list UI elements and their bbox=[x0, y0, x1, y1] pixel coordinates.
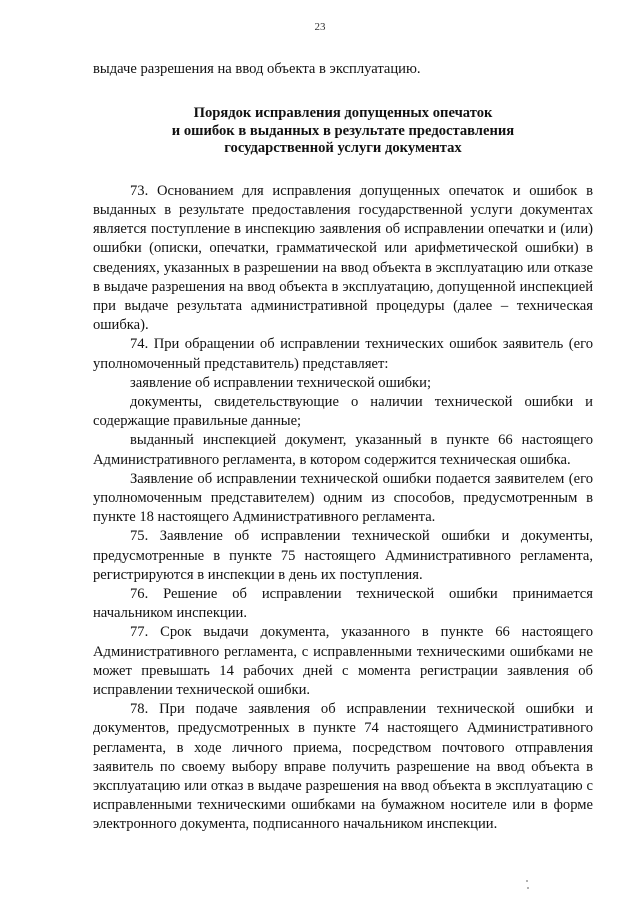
section-heading bbox=[93, 105, 593, 158]
heading-line-3: государственной услуги документах bbox=[224, 140, 462, 157]
paragraph-76: 76. Решение об исправлении технической ошибки принимается начальником инспекции. bbox=[93, 585, 593, 622]
paragraph-74: 74. При обращении об исправлении технических ошибок заявитель (его уполномоченный представитель) представляет: bbox=[93, 336, 593, 372]
document-body bbox=[93, 60, 593, 835]
scan-speck bbox=[526, 880, 528, 882]
paragraph-77: 77. Срок выдачи документа, указанного в пункте 66 настоящего Административного регламента, с исправленными техническими ошибками не может превышать 14 рабочих дней с момента регистрации заявления об исправлении технической ошибки. bbox=[93, 624, 593, 698]
paragraph-submission: Заявление об исправлении технической ошибки подается заявителем (его уполномоченным представителем) одним из способов, предусмотренным в пункте 18 настоящего Административного регламента. bbox=[93, 470, 593, 526]
heading-line-2: и ошибок в выданных в результате предоставления bbox=[171, 122, 515, 139]
list-item-application: заявление об исправлении технической ошибки; bbox=[130, 374, 432, 391]
list-item-documents: документы, свидетельствующие о наличии технической ошибки и содержащие правильные данные; bbox=[93, 393, 593, 430]
scan-speck bbox=[527, 887, 529, 889]
list-item-issued-document: выданный инспекцией документ, указанный в пункте 66 настоящего Административного регламента, в котором содержится техническая ошибка. bbox=[93, 432, 593, 468]
lead-text: выдаче разрешения на ввод объекта в эксплуатацию. bbox=[93, 61, 421, 77]
paragraph-73: 73. Основанием для исправления допущенных опечаток и ошибок в выданных в результате предоставления государственной услуги документах является поступление в инспекцию заявления об исправлении опечатки и (или) ошибки (описки, опечатки, грамматической или арифметической ошибки) в сведениях, указанных в разрешении на ввод объекта в эксплуатацию или отказе в выдаче разрешения на ввод объекта в эксплуатацию, допущенной инспекцией при выдаче результата административной процедуры (далее – техническая ошибка). bbox=[93, 182, 593, 334]
heading-line-1: Порядок исправления допущенных опечаток bbox=[193, 105, 493, 122]
page-number: 23 bbox=[314, 21, 326, 33]
paragraph-75: 75. Заявление об исправлении технической ошибки и документы, предусмотренные в пункте 75 настоящего Административного регламента, регистрируются в инспекции в день их поступления. bbox=[93, 528, 593, 583]
paragraph-78: 78. При подаче заявления об исправлении технической ошибки и документов, предусмотренных в пункте 74 настоящего Административного регламента, в ходе личного приема, посредством почтового отправления заявитель по своему выбору вправе получить разрешение на ввод объекта в эксплуатацию или отказ в выдаче разрешения на ввод объекта в эксплуатацию с исправленными техническими ошибками на бумажном носителе или в форме электронного документа, подписанного начальником инспекции. bbox=[93, 701, 593, 833]
